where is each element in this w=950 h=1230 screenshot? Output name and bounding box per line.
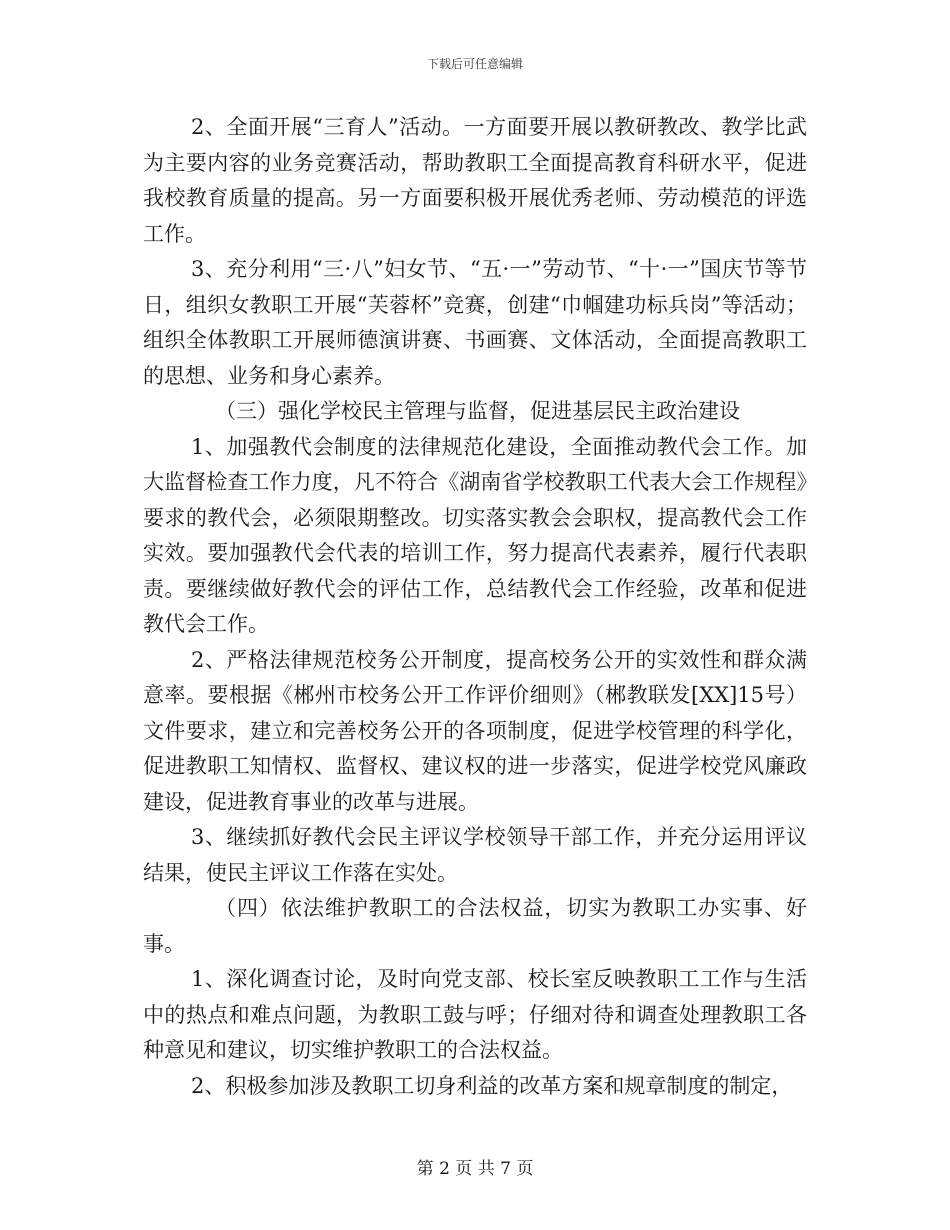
paragraph-item: 2、严格法律规范校务公开制度，提高校务公开的实效性和群众满意率。要根据《郴州市校务公开工作评价细则》（郴教联发[XX]15号）文件要求，建立和完善校务公开的各项制度，促进学校管理的科学化，促进教职工知情权、监督权、建议权的进一步落实，促进学校党风廉政建设，促进教育事业的改革与进展。 [143,647,807,814]
paragraph-item: 1、深化调查讨论，及时向党支部、校长室反映教职工工作与生活中的热点和难点问题，为教职工鼓与呼；仔细对待和调查处理教职工各种意见和建议，切实维护教职工的合法权益。 [143,967,807,1062]
page-header: 下载后可任意编辑 [426,57,523,71]
paragraph-item: 2、全面开展“三育人”活动。一方面要开展以教研教改、教学比武为主要内容的业务竞赛活动，帮助教职工全面提高教育科研水平，促进我校教育质量的提高。另一方面要积极开展优秀老师、劳动模范的评选工作。 [143,115,807,246]
paragraph-item: 1、加强教代会制度的法律规范化建设，全面推动教代会工作。加大监督检查工作力度，凡不符合《湖南省学校教职工代表大会工作规程》要求的教代会，必须限期整改。切实落实教会会职权，提高教代会工作实效。要加强教代会代表的培训工作，努力提高代表素养，履行代表职责。要继续做好教代会的评估工作，总结教代会工作经验，改革和促进教代会工作。 [143,434,807,636]
paragraph-item: 3、充分利用“三·八”妇女节、“五·一”劳动节、“十·一”国庆节等节日，组织女教职工开展“芙蓉杯”竞赛，创建“巾帼建功标兵岗”等活动；组织全体教职工开展师德演讲赛、书画赛、文体活动，全面提高教职工的思想、业务和身心素养。 [143,257,807,388]
paragraph-item: 2、积极参加涉及教职工切身利益的改革方案和规章制度的制定， [191,1073,793,1098]
paragraph-item: 3、继续抓好教代会民主评议学校领导干部工作，并充分运用评议结果，使民主评议工作落在实处。 [143,825,807,885]
page-footer: 第 2 页 共 7 页 [416,1159,534,1179]
section-heading: （四）依法维护教职工的合法权益，切实为教职工办实事、好事。 [143,896,807,956]
section-heading: （三）强化学校民主管理与监督，促进基层民主政治建设 [215,399,740,423]
document-body [143,110,807,1104]
